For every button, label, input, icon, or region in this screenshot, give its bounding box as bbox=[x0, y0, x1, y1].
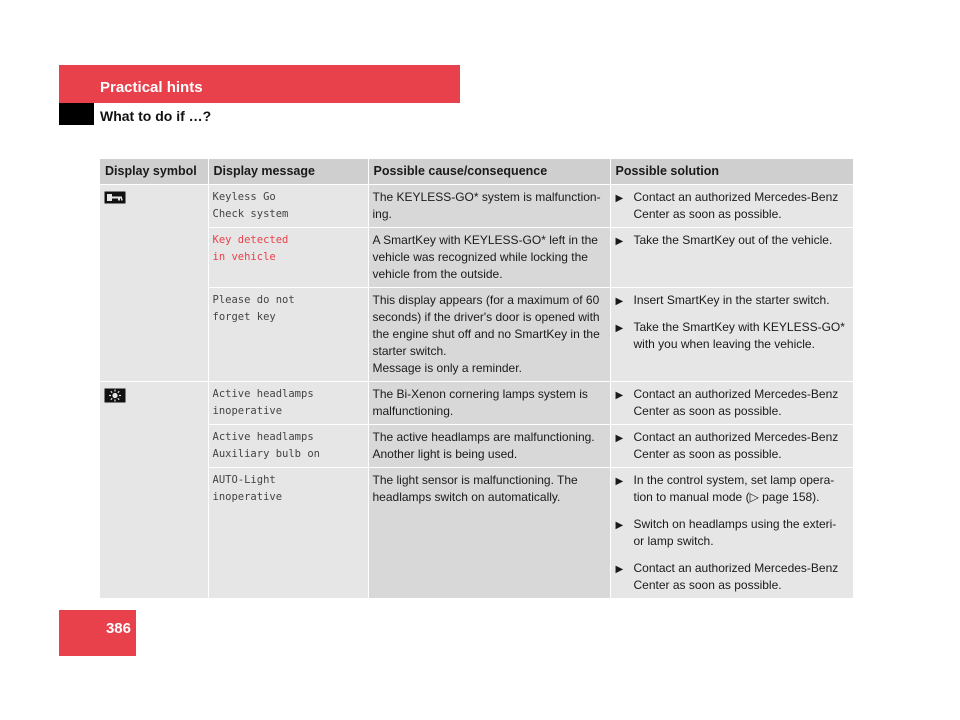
page-number: 386 bbox=[105, 620, 131, 637]
cause-text: This display appears (for a maximum of 60 seconds) if the driver's door is opened with the engine shut off and no SmartKey in the starter switch. Message is only a reminder. bbox=[372, 293, 600, 375]
solution-cell bbox=[610, 425, 853, 468]
bullet-arrow-icon: ▶ bbox=[615, 564, 624, 575]
bullet-arrow-icon: ▶ bbox=[615, 390, 624, 401]
cause-cell bbox=[368, 228, 610, 288]
solution-item bbox=[615, 429, 850, 463]
solution-item bbox=[615, 189, 850, 223]
display-message: Key detected in vehicle bbox=[212, 234, 289, 263]
solution-text: Contact an authorized Mercedes-Benz Center as soon as possible. bbox=[633, 387, 839, 418]
solution-text: Contact an authorized Mercedes-Benz Center as soon as possible. bbox=[633, 561, 839, 592]
solution-text: Take the SmartKey out of the vehicle. bbox=[633, 233, 833, 247]
table-row bbox=[100, 228, 853, 288]
table-header-row bbox=[100, 159, 853, 185]
bullet-arrow-icon: ▶ bbox=[615, 193, 624, 204]
solution-item bbox=[615, 292, 850, 309]
cause-text: The active headlamps are malfunctioning. Another light is being used. bbox=[372, 430, 595, 461]
message-cell bbox=[208, 425, 368, 468]
cause-text: The Bi-Xenon cornering lamps system is malfunctioning. bbox=[372, 387, 588, 418]
display-message: Active headlamps Auxiliary bulb on bbox=[212, 431, 320, 460]
symbol-cell bbox=[100, 185, 208, 382]
bullet-arrow-icon: ▶ bbox=[615, 236, 624, 247]
message-cell bbox=[208, 288, 368, 382]
solution-text: Take the SmartKey with KEYLESS-GO* with you when leaving the vehicle. bbox=[633, 320, 845, 351]
subsection-title: What to do if …? bbox=[100, 108, 212, 124]
display-message: Keyless Go Check system bbox=[212, 191, 289, 220]
table-row bbox=[100, 425, 853, 468]
message-cell bbox=[208, 185, 368, 228]
display-message: AUTO-Light inoperative bbox=[212, 474, 283, 503]
bullet-arrow-icon: ▶ bbox=[615, 323, 624, 334]
table-row bbox=[100, 185, 853, 228]
cause-text: The light sensor is malfunctioning. The headlamps switch on automatically. bbox=[372, 473, 578, 504]
solution-text: Switch on headlamps using the exteri- or lamp switch. bbox=[633, 517, 837, 548]
cause-cell bbox=[368, 468, 610, 599]
message-cell bbox=[208, 382, 368, 425]
cause-text: The KEYLESS-GO* system is malfunction- ing. bbox=[372, 190, 601, 221]
bullet-arrow-icon: ▶ bbox=[615, 296, 624, 307]
key-icon bbox=[104, 191, 126, 209]
lamp-icon bbox=[104, 388, 126, 408]
cause-cell bbox=[368, 288, 610, 382]
solution-text: Insert SmartKey in the starter switch. bbox=[633, 293, 830, 307]
col-possible-solution: Possible solution bbox=[610, 159, 853, 185]
bullet-arrow-icon: ▶ bbox=[615, 520, 624, 531]
cause-cell bbox=[368, 425, 610, 468]
solution-cell bbox=[610, 185, 853, 228]
col-display-message: Display message bbox=[208, 159, 368, 185]
display-message: Active headlamps inoperative bbox=[212, 388, 314, 417]
solution-cell bbox=[610, 228, 853, 288]
solution-item bbox=[615, 319, 850, 353]
solution-text: In the control system, set lamp opera- tion to manual mode (▷ page 158). bbox=[633, 473, 835, 504]
section-title: Practical hints bbox=[100, 79, 203, 96]
solution-item bbox=[615, 386, 850, 420]
table-row bbox=[100, 468, 853, 599]
solution-text: Contact an authorized Mercedes-Benz Center as soon as possible. bbox=[633, 430, 839, 461]
symbol-cell bbox=[100, 382, 208, 599]
table-row bbox=[100, 382, 853, 425]
solution-cell bbox=[610, 468, 853, 599]
display-messages-table bbox=[100, 159, 853, 598]
solution-text: Contact an authorized Mercedes-Benz Center as soon as possible. bbox=[633, 190, 839, 221]
bullet-arrow-icon: ▶ bbox=[615, 433, 624, 444]
display-message: Please do not forget key bbox=[212, 294, 295, 323]
message-cell bbox=[208, 228, 368, 288]
solution-item bbox=[615, 472, 850, 506]
col-possible-cause: Possible cause/consequence bbox=[368, 159, 610, 185]
col-display-symbol: Display symbol bbox=[100, 159, 208, 185]
solution-cell bbox=[610, 382, 853, 425]
solution-item bbox=[615, 560, 850, 594]
cause-cell bbox=[368, 185, 610, 228]
bullet-arrow-icon: ▶ bbox=[615, 476, 624, 487]
black-tab bbox=[59, 103, 94, 125]
cause-text: A SmartKey with KEYLESS-GO* left in the vehicle was recognized while locking the vehicle from the outside. bbox=[372, 233, 598, 281]
solution-item bbox=[615, 516, 850, 550]
table-row bbox=[100, 288, 853, 382]
cause-cell bbox=[368, 382, 610, 425]
solution-cell bbox=[610, 288, 853, 382]
solution-item bbox=[615, 232, 850, 249]
message-cell bbox=[208, 468, 368, 599]
